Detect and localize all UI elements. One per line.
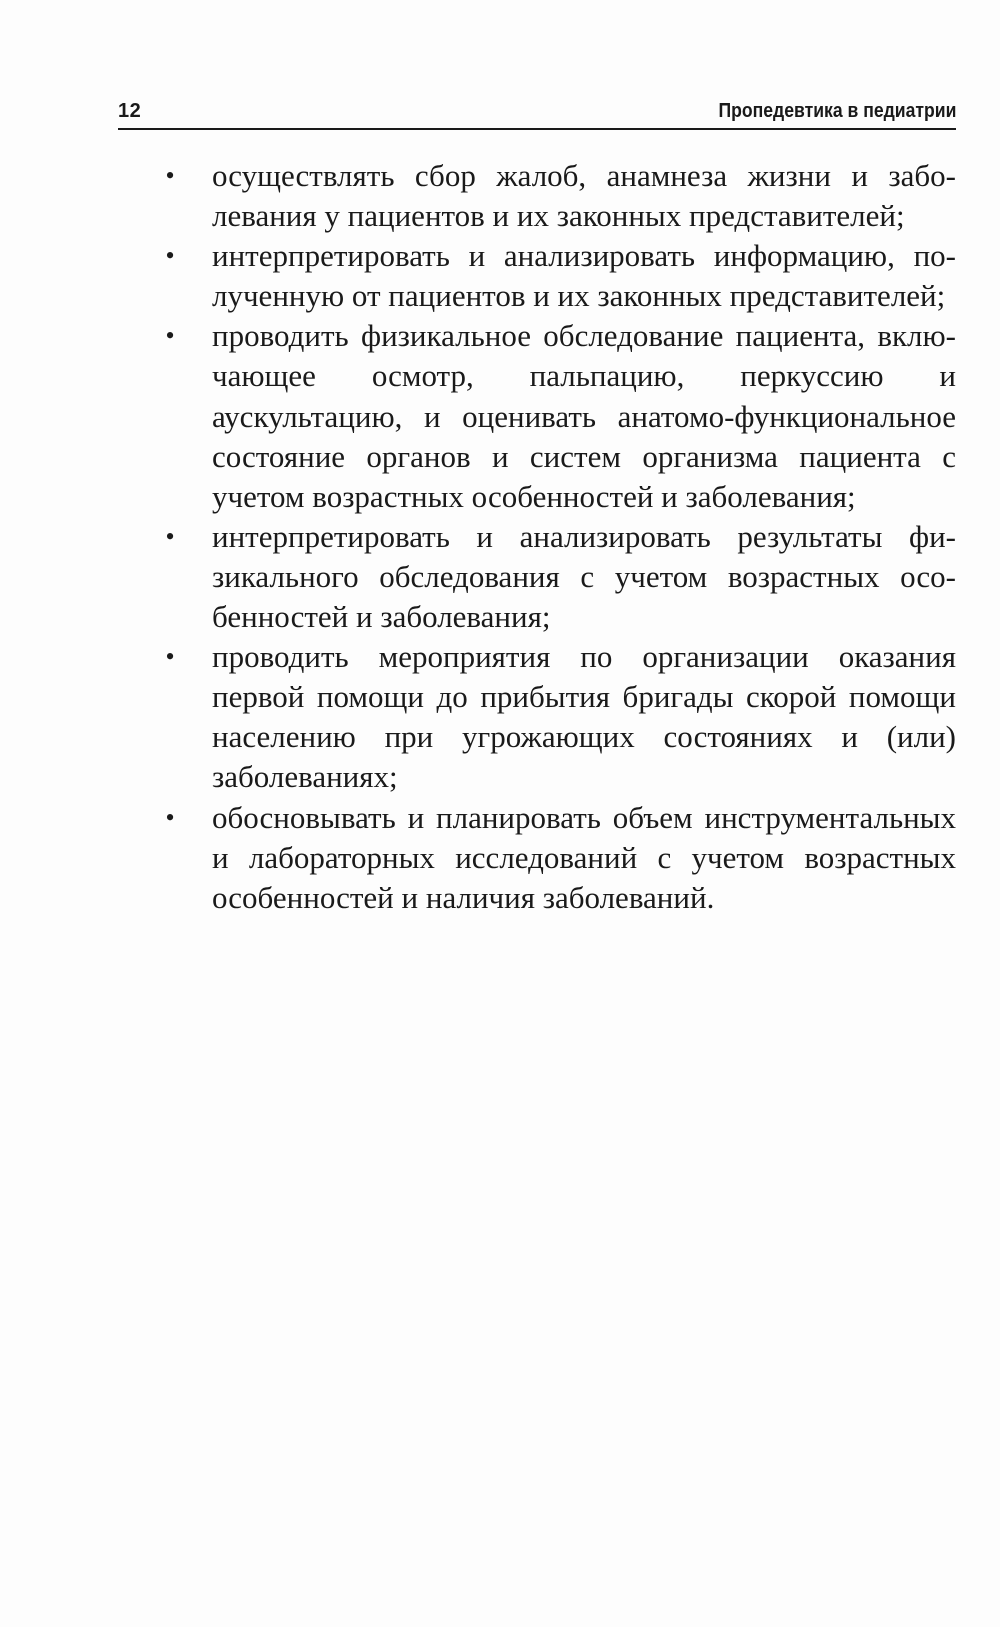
list-item — [160, 517, 956, 637]
bullet-icon: • — [165, 642, 175, 672]
bullet-icon: • — [165, 241, 175, 271]
book-title: Пропедевтика в педиатрии — [718, 100, 956, 122]
list-item-text: интерпретировать и анализировать информацию, полученную от пациентов и их законных представителей; — [212, 238, 956, 314]
list-item — [160, 637, 956, 797]
bullet-icon: • — [165, 161, 175, 190]
page-number: 12 — [118, 100, 142, 122]
bullet-icon: • — [165, 521, 175, 551]
list-item-text: обосновывать и планировать объем инструментальных и лабораторных исследований с учетом возрастных особенностей и наличия заболеваний. — [212, 799, 956, 915]
list-item-text: осуществлять сбор жалоб, анамнеза жизни и заболевания у пациентов и их законных представителей; — [212, 158, 956, 234]
bullet-icon: • — [165, 321, 175, 351]
competency-list — [160, 156, 956, 918]
list-item — [160, 236, 956, 316]
list-item — [160, 156, 956, 236]
bullet-icon: • — [165, 802, 175, 832]
list-item — [160, 316, 956, 516]
list-item — [160, 798, 956, 918]
running-header — [118, 98, 956, 130]
list-item-text: проводить физикальное обследование пациента, включающее осмотр, пальпацию, перкуссию и аускультацию, и оценивать анатомо-функциональное состояние органов и систем организма пациента с учетом возрастных особенностей и заболевания; — [212, 318, 956, 514]
list-item-text: проводить мероприятия по организации оказания первой помощи до прибытия бригады скорой помощи населению при угрожающих состояниях и (или) заболеваниях; — [212, 639, 956, 795]
list-item-text: интерпретировать и анализировать результаты физикального обследования с учетом возрастных особенностей и заболевания; — [212, 518, 956, 635]
